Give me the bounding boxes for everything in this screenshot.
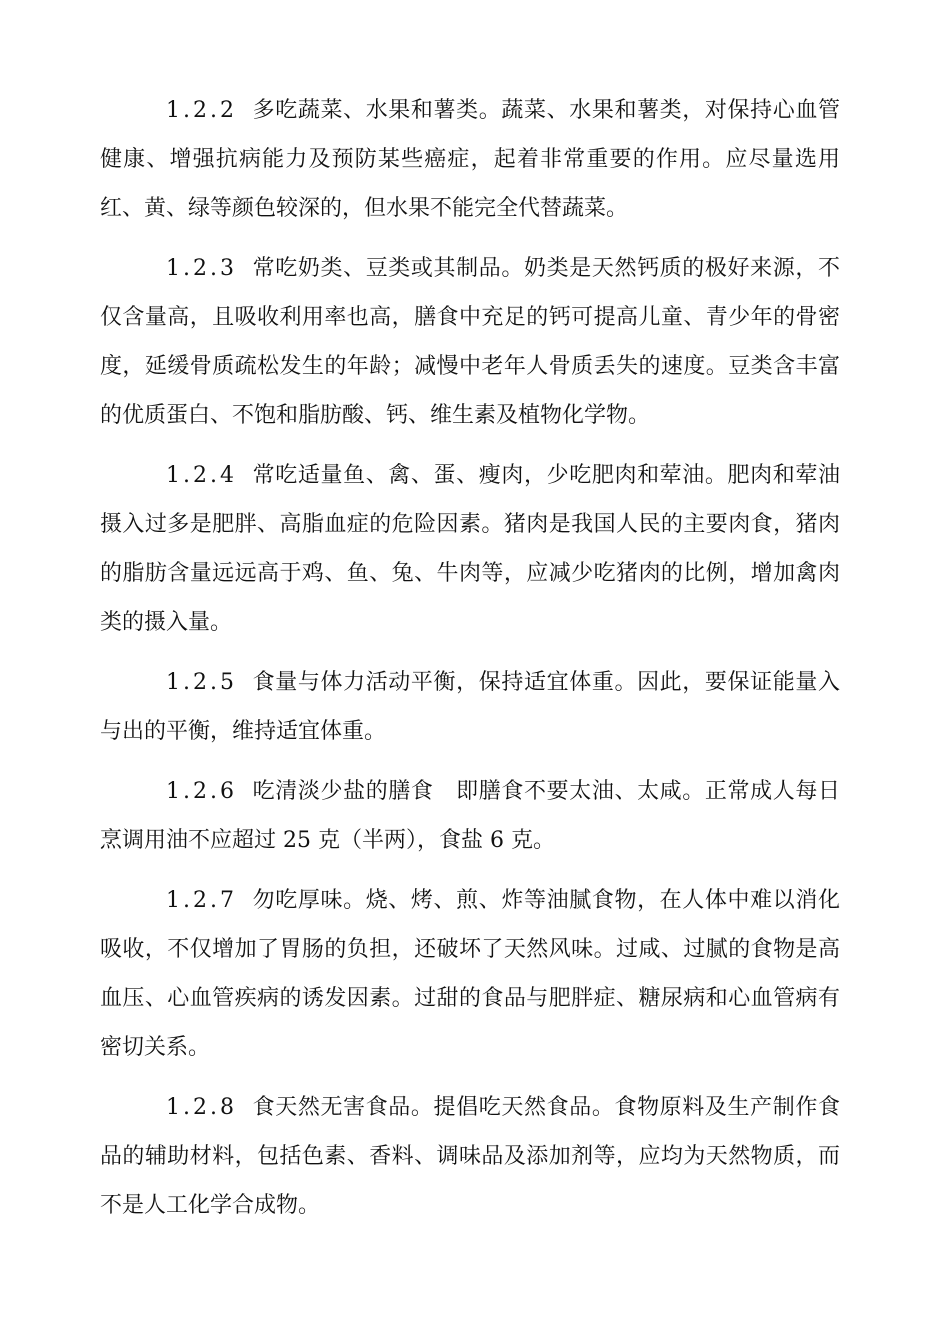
section-number: 1.2.4 bbox=[166, 463, 237, 488]
paragraph-1-2-2 bbox=[100, 86, 840, 233]
paragraph-text: 食量与体力活动平衡，保持适宜体重。因此，要保证能量入与出的平衡，维持适宜体重。 bbox=[100, 670, 840, 744]
section-number: 1.2.6 bbox=[166, 779, 237, 804]
paragraph-text: 常吃奶类、豆类或其制品。奶类是天然钙质的极好来源，不仅含量高，且吸收利用率也高，膳食中充足的钙可提高儿童、青少年的骨密度，延缓骨质疏松发生的年龄；减慢中老年人骨质丢失的速度。豆类含丰富的优质蛋白、不饱和脂肪酸、钙、维生素及植物化学物。 bbox=[100, 256, 840, 428]
section-number: 1.2.2 bbox=[166, 98, 237, 123]
paragraph-text: 吃清淡少盐的膳食 即膳食不要太油、太咸。正常成人每日烹调用油不应超过 25 克（半两），食盐 6 克。 bbox=[100, 779, 840, 853]
paragraph-1-2-3 bbox=[100, 244, 840, 440]
document-page bbox=[100, 86, 840, 1241]
section-number: 1.2.5 bbox=[166, 670, 237, 695]
paragraph-1-2-7 bbox=[100, 876, 840, 1072]
paragraph-text: 勿吃厚味。烧、烤、煎、炸等油腻食物，在人体中难以消化吸收，不仅增加了胃肠的负担，还破坏了天然风味。过咸、过腻的食物是高血压、心血管疾病的诱发因素。过甜的食品与肥胖症、糖尿病和心血管病有密切关系。 bbox=[100, 888, 840, 1060]
paragraph-1-2-6 bbox=[100, 767, 840, 865]
section-number: 1.2.3 bbox=[166, 256, 237, 281]
section-number: 1.2.7 bbox=[166, 888, 237, 913]
paragraph-1-2-8 bbox=[100, 1083, 840, 1230]
paragraph-text: 常吃适量鱼、禽、蛋、瘦肉，少吃肥肉和荤油。肥肉和荤油摄入过多是肥胖、高脂血症的危险因素。猪肉是我国人民的主要肉食，猪肉的脂肪含量远远高于鸡、鱼、兔、牛肉等，应减少吃猪肉的比例，增加禽肉类的摄入量。 bbox=[100, 463, 840, 635]
paragraph-1-2-4 bbox=[100, 451, 840, 647]
paragraph-text: 多吃蔬菜、水果和薯类。蔬菜、水果和薯类，对保持心血管健康、增强抗病能力及预防某些癌症，起着非常重要的作用。应尽量选用红、黄、绿等颜色较深的，但水果不能完全代替蔬菜。 bbox=[100, 98, 840, 221]
paragraph-1-2-5 bbox=[100, 658, 840, 756]
paragraph-text: 食天然无害食品。提倡吃天然食品。食物原料及生产制作食品的辅助材料，包括色素、香料、调味品及添加剂等，应均为天然物质，而不是人工化学合成物。 bbox=[100, 1095, 840, 1218]
section-number: 1.2.8 bbox=[166, 1095, 237, 1120]
